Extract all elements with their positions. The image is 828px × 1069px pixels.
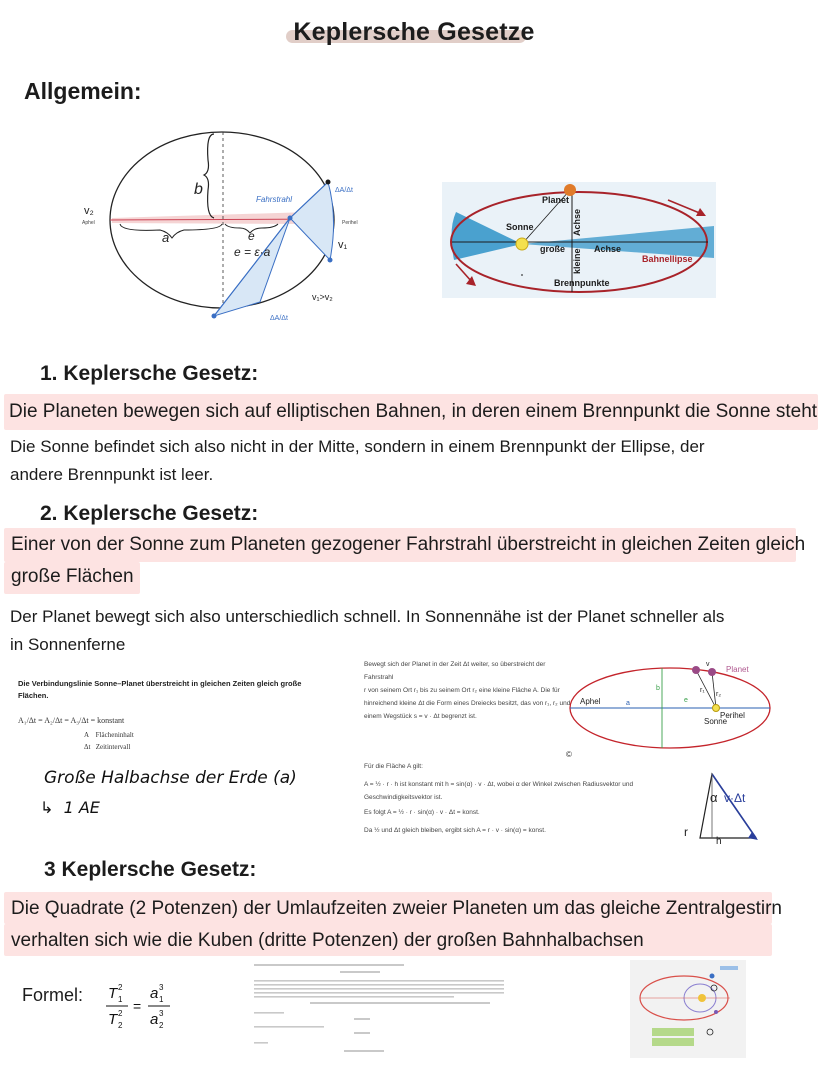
general-heading: Allgemein: [24, 78, 142, 104]
law2-copyright: © [566, 750, 572, 759]
law2-statement-line2: große Flächen [11, 566, 134, 587]
sketch-perihel-label: Perihel [342, 220, 358, 226]
formula-t1: T [108, 985, 118, 1002]
law2-triangle-diagram [676, 768, 786, 844]
sketch-focus-dot [288, 216, 293, 221]
sketch-sector-perihel [290, 182, 334, 260]
derivation-p3-line2: Geschwindigkeitsvektor ist. [364, 794, 443, 801]
sim-planet [710, 974, 715, 979]
triangle-h: h [716, 836, 722, 844]
sketch-scribble-band [112, 212, 312, 224]
formula-t2-sub: 2 [118, 1021, 123, 1030]
formula-a2-sub: 2 [159, 1021, 164, 1030]
law2-derivation-p2: Für die Fläche A gilt: [364, 763, 423, 770]
law2-explanation-line1: Der Planet bewegt sich also unterschiedlich schnell. In Sonnennähe ist der Planet schneller als [10, 607, 725, 626]
law2-r1-label: r₁ [700, 687, 705, 694]
derivation-p3-line1: A = ½ · r · h ist konstant mit h = sin(α) · v · Δt, wobei α der Winkel zwischen Radiusvektor und [364, 781, 634, 788]
formula-t2-sup: 2 [118, 1009, 123, 1018]
law2-r2-label: r₂ [716, 691, 722, 698]
sketch-planet-dot-3 [212, 314, 217, 319]
formula-t1-sup: 2 [118, 983, 123, 992]
diagram-sun [516, 238, 528, 250]
sketch-v-compare: v₁>v₂ [312, 292, 333, 302]
formula-a1-sup: 3 [159, 983, 164, 992]
formula-equals: = [133, 998, 142, 1014]
ellipse-sketch [80, 120, 380, 330]
law2-r2-line [712, 672, 716, 708]
law2-legend-area: A Flächeninhalt [84, 731, 134, 739]
diagram-achse-label: Achse [594, 244, 622, 254]
diagram-achse-vertical: Achse [572, 208, 582, 236]
law2-box-title [18, 678, 301, 702]
sketch-da-dt-top: ΔA/Δt [335, 187, 353, 194]
law1-explanation-line2: andere Brennpunkt ist leer. [10, 465, 214, 484]
law2-planet-dot-1 [692, 666, 700, 674]
formula-a2: a [150, 1011, 159, 1028]
law2-explanation-line2: in Sonnenferne [10, 635, 126, 654]
law2-a-label: a [626, 700, 630, 707]
formula-a1-sub: 1 [159, 995, 164, 1004]
formula-a2-sup: 3 [159, 1009, 164, 1018]
sketch-fahrstrahl-label: Fahrstrahl [256, 195, 293, 204]
derivation-p1-line4: einem Wegstück s = v · Δt begrenzt ist. [364, 713, 477, 720]
sketch-e-formula: e = ε·a [234, 245, 271, 259]
law2-aphel-label: Aphel [580, 697, 601, 706]
law2-box-title-line1: Die Verbindungslinie Sonne–Planet überstreicht in gleichen Zeiten gleich große [18, 679, 302, 688]
formula-t1-sub: 1 [118, 995, 123, 1004]
sketch-planet-dot-2 [328, 258, 333, 263]
law3-formula-label: Formel: [22, 985, 84, 1005]
law2-sun-dot [713, 705, 720, 712]
law2-orbit-diagram [566, 658, 782, 758]
diagram-bahnellipse-label: Bahnellipse [642, 254, 693, 264]
sketch-planet-dot-1 [326, 180, 331, 185]
law1-statement: Die Planeten bewegen sich auf elliptischen Bahnen, in deren einem Brennpunkt die Sonne steht [9, 401, 818, 422]
sketch-v2-label: v₂ [84, 205, 94, 217]
law2-statement-line1: Einer von der Sonne zum Planeten gezogener Fahrstrahl überstreicht in gleichen Zeiten gleich [11, 534, 806, 555]
law2-hand-note: Große Halbachse der Erde (a) [44, 768, 297, 788]
derivation-p1-line2: r von seinem Ort r₁ bis zu seinem Ort r₂ eine kleine Fläche A. Die für [364, 687, 560, 694]
diagram-sun-label: Sonne [506, 222, 534, 232]
triangle-r: r [684, 825, 688, 839]
sim-panel-1 [652, 1028, 694, 1036]
law2-heading: 2. Keplersche Gesetz: [40, 502, 259, 525]
sketch-v1-label: v₁ [338, 239, 348, 251]
law2-b-label: b [656, 685, 660, 692]
law2-derivation-p5: Da ½ und Δt gleich bleiben, ergibt sich A = r · v · sin(α) = konst. [364, 827, 546, 834]
triangle-velocity-vector [712, 774, 756, 838]
law2-planet-dot-2 [708, 668, 716, 676]
derivation-p1-line1: Bewegt sich der Planet in der Zeit Δt weiter, so überstreicht der Fahrstrahl [364, 661, 546, 681]
diagram-grosse-label: große [540, 244, 566, 254]
law2-legend-time: Δt Zeitintervall [84, 743, 131, 751]
diagram-planet-label: Planet [542, 195, 570, 205]
sketch-a-label: a [162, 230, 170, 245]
sketch-e-label: e [248, 229, 255, 243]
law3-derivation-thumbnail [250, 962, 510, 1058]
diagram-brennpunkte-label: Brennpunkte [554, 278, 610, 288]
law2-planet-label: Planet [726, 665, 749, 674]
law3-statement-line1: Die Quadrate (2 Potenzen) der Umlaufzeiten zweier Planeten um das gleiche Zentralgestirn [11, 898, 782, 919]
law1-explanation-line1: Die Sonne befindet sich also nicht in der Mitte, sondern in einem Brennpunkt der Ellipse, der [10, 437, 705, 456]
formula-a1: a [150, 985, 159, 1002]
law2-box-formula: A₁/Δt = A₂/Δt = A₃/Δt = konstant [18, 716, 125, 725]
kepler-orbit-diagram [442, 182, 716, 298]
derivation-p1-line3: hinreichend kleine Δt die Form eines Dreiecks besitzt, das von r₁, r₂ und [364, 700, 571, 707]
sketch-a-brace [120, 224, 222, 238]
law2-perihel-label: Perihel [720, 711, 745, 720]
page-title: Keplersche Gesetze [293, 18, 535, 46]
diagram-kleine-label: kleine [572, 248, 582, 274]
triangle-v-dt: v·Δt [724, 791, 746, 805]
law3-formula [104, 978, 174, 1032]
law2-sonne-label: Sonne [704, 717, 728, 726]
law2-v-label: v [706, 661, 710, 668]
law1-heading: 1. Keplersche Gesetz: [40, 362, 259, 385]
law2-hand-value: ↳ 1 AE [40, 798, 100, 817]
law3-simulation-thumbnail [630, 960, 746, 1058]
law3-statement-line2: verhalten sich wie die Kuben (dritte Potenzen) der großen Bahnhalbachsen [11, 930, 644, 951]
law2-box-title-line2: Flächen. [18, 691, 49, 700]
triangle-alpha: α [710, 790, 718, 805]
law2-derivation-p3 [364, 778, 664, 804]
law2-e-label: e [684, 697, 688, 704]
sketch-da-dt-bottom: ΔA/Δt [270, 315, 288, 322]
law2-derivation-p4: Es folgt A = ½ · r · sin(α) · v · Δt = konst. [364, 809, 480, 816]
formula-t2: T [108, 1011, 118, 1028]
triangle-outline [700, 774, 756, 838]
law3-heading: 3 Keplersche Gesetz: [44, 858, 257, 881]
sketch-b-brace [204, 134, 214, 218]
sketch-b-label: b [194, 181, 203, 198]
sketch-aphel-label: Aphel [82, 220, 95, 226]
law2-derivation-p1 [364, 658, 574, 723]
sim-sun [698, 994, 706, 1002]
sim-panel-2 [652, 1038, 694, 1046]
